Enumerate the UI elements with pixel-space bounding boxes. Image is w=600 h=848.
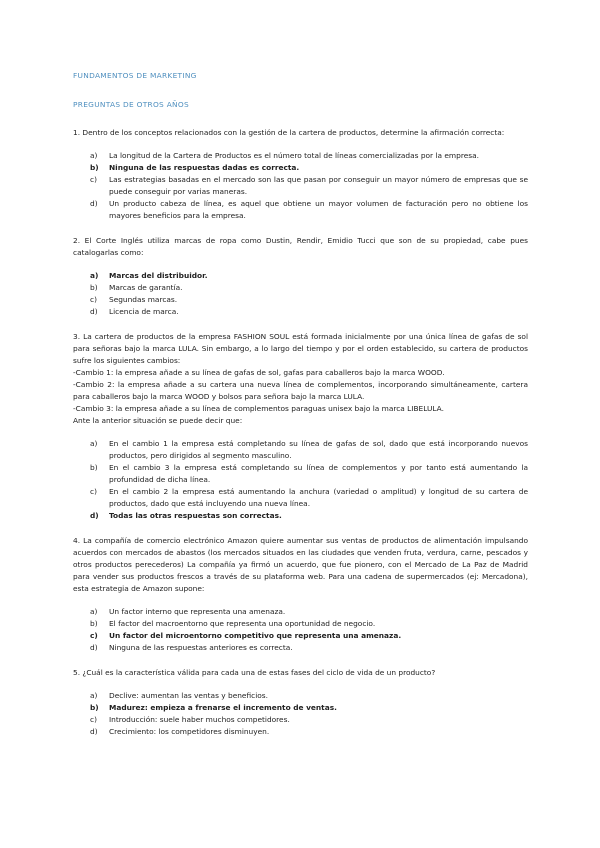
option-text: Un factor del microentorno competitivo que representa una amenaza. [109,631,402,640]
question-5 [73,667,528,738]
option-text: Todas las otras respuestas son correctas. [109,511,282,520]
question-text: 2. El Corte Inglés utiliza marcas de ropa como Dustin, Rendir, Emidio Tucci que son de su propiedad, cabe pues catalogarlas como: [73,236,528,257]
option-text: La longitud de la Cartera de Productos es el número total de líneas comercializadas por la empresa. [109,151,479,160]
option-text: Licencia de marca. [109,307,179,316]
option-text: Marcas de garantía. [109,283,183,292]
option-text: Las estrategias basadas en el mercado son las que pasan por conseguir un mayor número de empresas que se puede conseguir por varias maneras. [109,175,528,196]
options-list [73,150,528,222]
option-letter: d) [90,643,98,652]
option-letter: c) [90,715,97,724]
option-a [73,606,528,618]
option-letter: b) [90,283,98,292]
option-d [73,510,528,522]
option-a [73,690,528,702]
option-a [73,150,528,162]
document-body [73,71,528,751]
option-d [73,642,528,654]
option-letter: b) [90,619,98,628]
option-c [73,630,528,642]
option-letter: d) [90,199,98,208]
option-letter: c) [90,175,97,184]
option-b [73,462,528,486]
option-a [73,438,528,462]
option-b [73,618,528,630]
question-text: 1. Dentro de los conceptos relacionados con la gestión de la cartera de productos, determine la afirmación correcta: [73,128,505,137]
option-letter: d) [90,307,98,316]
option-letter: b) [90,163,99,172]
option-text: En el cambio 3 la empresa está completando su línea de complementos y por tanto está aumentando la profundidad de dicha línea. [109,463,528,484]
option-text: Segundas marcas. [109,295,178,304]
option-c [73,486,528,510]
option-d [73,198,528,222]
option-d [73,726,528,738]
options-list [73,270,528,318]
option-text: Marcas del distribuidor. [109,271,208,280]
option-letter: a) [90,151,98,160]
option-text: Crecimiento: los competidores disminuyen. [109,727,270,736]
options-list [73,606,528,654]
question-text [73,331,528,427]
option-text: En el cambio 2 la empresa está aumentando la anchura (variedad o amplitud) y longitud de su cartera de productos, dado que está incluyendo una nueva línea. [109,487,528,508]
option-text: Ninguna de las respuestas dadas es correcta. [109,163,300,172]
options-list [73,690,528,738]
option-d [73,306,528,318]
question-2 [73,235,528,318]
document-subtitle: PREGUNTAS DE OTROS AÑOS [73,100,189,109]
option-letter: b) [90,463,98,472]
question-line: Ante la anterior situación se puede decir que: [73,416,243,425]
question-line: -Cambio 2: la empresa añade a su cartera una nueva línea de complementos, incorporando simultáneamente, cartera para caballeros bajo la marca WOOD y bolsos para señora bajo la marca LULA. [73,380,528,401]
question-line: 3. La cartera de productos de la empresa FASHION SOUL está formada inicialmente por una única línea de gafas de sol para señoras bajo la marca LULA. Sin embargo, a lo largo del tiempo y por el orden establecido, su cartera de productos sufre los siguientes cambios: [73,332,528,365]
option-text: En el cambio 1 la empresa está completando su línea de gafas de sol, dado que está incorporando nuevos productos, pero dirigidos al segmento masculino. [109,439,528,460]
option-b [73,702,528,714]
option-text: Ninguna de las respuestas anteriores es correcta. [109,643,293,652]
option-c [73,294,528,306]
question-line: -Cambio 1: la empresa añade a su línea de gafas de sol, gafas para caballeros bajo la marca WOOD. [73,368,445,377]
question-4 [73,535,528,654]
option-text: Un producto cabeza de línea, es aquel que obtiene un mayor volumen de facturación pero no obtiene los mayores beneficios para la empresa. [109,199,528,220]
option-c [73,174,528,198]
option-text: El factor del macroentorno que representa una oportunidad de negocio. [109,619,376,628]
question-line: -Cambio 3: la empresa añade a su línea de complementos paraguas unisex bajo la marca LIBELULA. [73,404,444,413]
question-3 [73,331,528,522]
question-1 [73,127,528,222]
option-a [73,270,528,282]
option-text: Madurez: empieza a frenarse el incremento de ventas. [109,703,337,712]
option-letter: d) [90,727,98,736]
option-c [73,714,528,726]
question-text: 5. ¿Cuál es la característica válida para cada una de estas fases del ciclo de vida de un producto? [73,668,436,677]
option-letter: c) [90,487,97,496]
options-list [73,438,528,522]
option-b [73,162,528,174]
option-letter: b) [90,703,99,712]
option-letter: c) [90,295,97,304]
option-letter: a) [90,439,98,448]
option-letter: d) [90,511,99,520]
document-title: FUNDAMENTOS DE MARKETING [73,71,197,80]
option-text: Declive: aumentan las ventas y beneficios. [109,691,268,700]
option-letter: a) [90,607,98,616]
option-text: Un factor interno que representa una amenaza. [109,607,286,616]
option-text: Introducción: suele haber muchos competidores. [109,715,290,724]
option-b [73,282,528,294]
option-letter: a) [90,691,98,700]
option-letter: a) [90,271,99,280]
question-text: 4. La compañía de comercio electrónico Amazon quiere aumentar sus ventas de productos de alimentación impulsando acuerdos con mercados de abastos (los mercados situados en las ciudades que venden fruta, verdura, carne, pescados y otros productos perecederos) La compañía ya firmó un acuerdo, que fue pionero, con el Mercado de La Paz de Madrid para vender sus productos frescos a través de su plataforma web. Para una cadena de supermercados (ej: Mercadona), esta estrategia de Amazon supone: [73,536,528,593]
option-letter: c) [90,631,98,640]
